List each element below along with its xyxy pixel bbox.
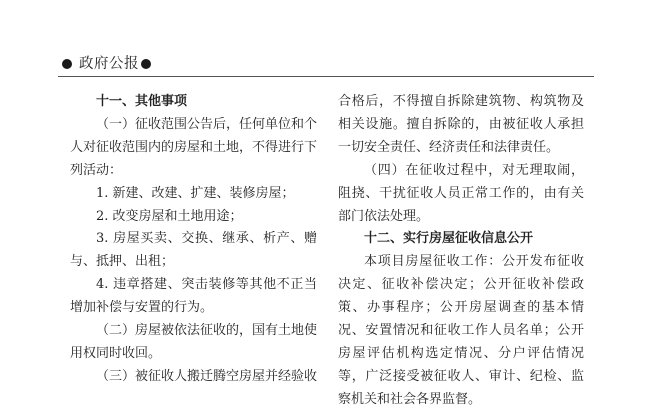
right-column	[338, 91, 584, 412]
list-item: 4. 违章搭建、突击装修等其他不正当增加补偿与安置的行为。	[70, 277, 317, 316]
section-heading-11: 十一、其他事项	[96, 94, 188, 109]
section-heading-12: 十二、实行房屋征收信息公开	[364, 231, 534, 247]
bullet-icon	[141, 59, 151, 69]
bullet-icon	[62, 59, 72, 69]
paragraph: （四）在征收过程中，对无理取闹，阻挠、干扰征收人员正常工作的，由有关部门依法处理。	[338, 162, 584, 224]
paragraph-continuation: 合格后，不得擅自拆除建筑物、构筑物及相关设施。擅自拆除的，由被征收人承担一切安全责任、经济责任和法律责任。	[338, 94, 584, 155]
list-item: 3. 房屋买卖、交换、继承、析产、赠与、抵押、出租；	[70, 231, 317, 270]
list-item: 2. 改变房屋和土地用途；	[96, 208, 243, 224]
list-item: 1. 新建、改建、扩建、装修房屋；	[96, 185, 295, 201]
paragraph: （二）房屋被依法征收的，国有土地使用权同时收回。	[70, 323, 318, 361]
paragraph: 本项目房屋征收工作：公开发布征收决定、征收补偿决定；公开征收补偿政策、办事程序；公开房屋调查的基本情况、安置情况和征收工作人员名单；公开房屋评估机构选定情况、分户评估情况等，广泛接受被征收人、审计、纪检、监察机关和社会各界监督。	[338, 254, 584, 407]
paragraph: （一）征收范围公告后，任何单位和个人对征收范围内的房屋和土地，不得进行下列活动：	[70, 116, 318, 178]
paragraph: （三）被征收人搬迁腾空房屋并经验收	[96, 368, 318, 384]
header-divider	[58, 76, 594, 77]
publication-title: 政府公报	[79, 56, 139, 72]
page-header	[0, 52, 592, 76]
left-column	[70, 91, 317, 389]
